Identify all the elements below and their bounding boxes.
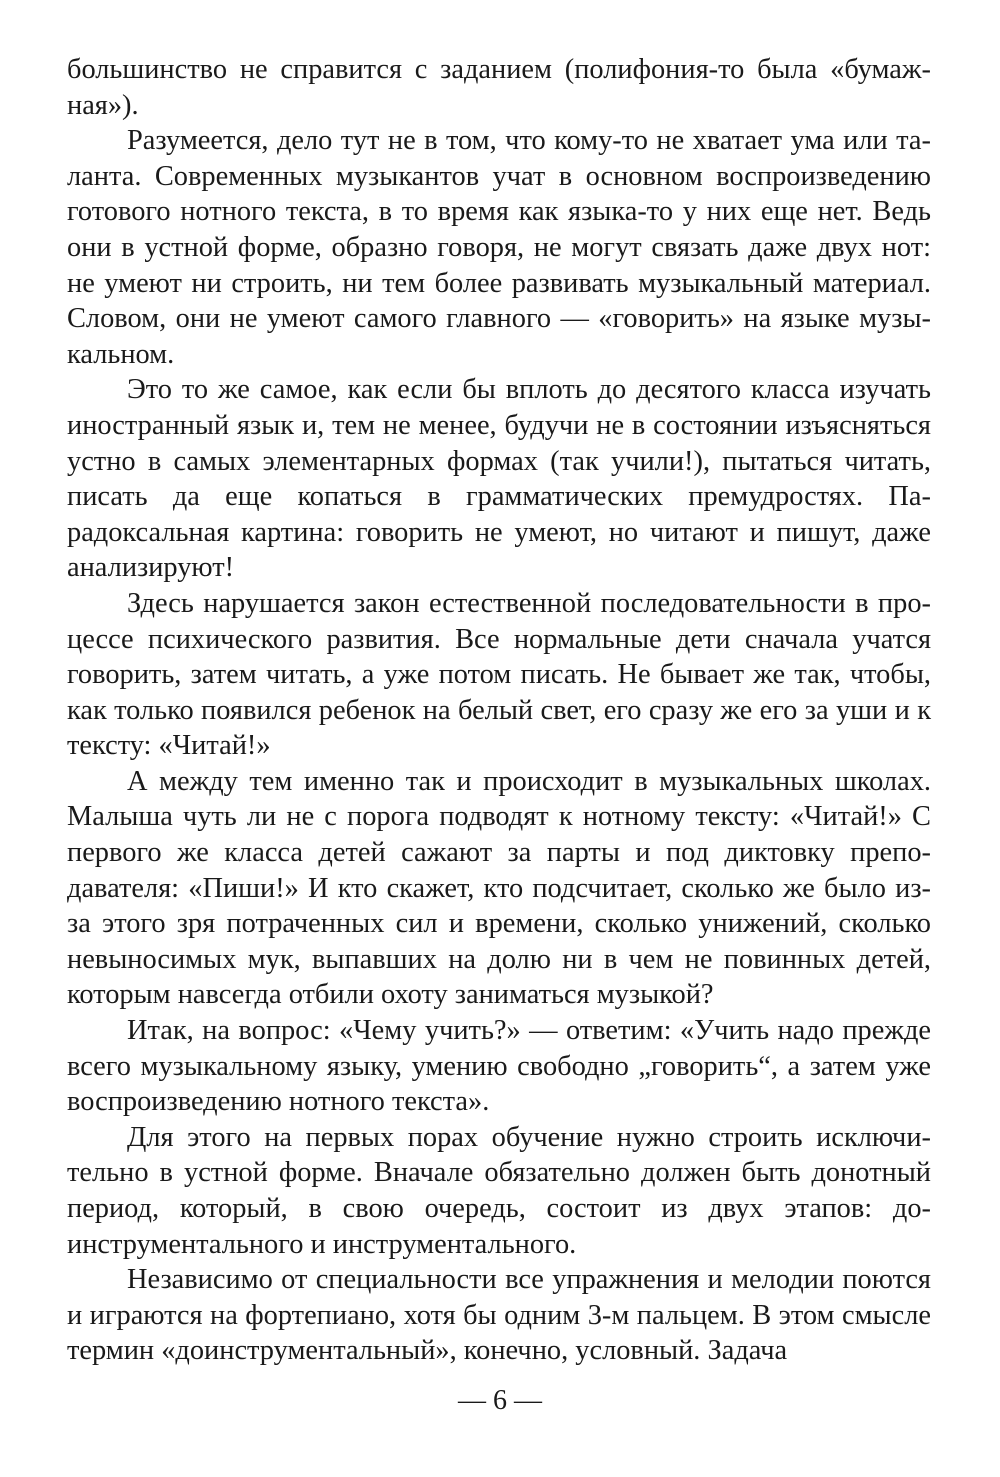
paragraph-8: Независимо от специальности все упражнения и мелодии поются и играются на фортепиано, хотя бы одним 3-м пальцем. В этом смысле термин «доинструментальный», конечно, условный. Задача: [67, 1264, 931, 1367]
paragraph-5: А между тем именно так и происходит в музыкальных школах. Малыша чуть ли не с порога подводят к нотному тексту: «Читай!» С первого же класса детей сажают за парты и под диктовку преподавателя: «Пиши!» И кто скажет, кто подсчитает, сколько же было из-за этого зря потраченных сил и времени, сколько унижений, сколько невыносимых мук, выпавших на долю ни в чем не повинных детей, которым навсегда отбили охоту заниматься музыкой?: [67, 765, 931, 1011]
paragraph-7: Для этого на первых порах обучение нужно строить исключительно в устной форме. Вначале обязательно должен быть донотный период, который, в свою очередь, состоит из двух этапов: доинструментального и инструментального.: [67, 1121, 931, 1260]
paragraph-6: Итак, на вопрос: «Чему учить?» — ответим: «Учить надо прежде всего музыкальному языку, умению свободно „говорить“, а затем уже воспроизведению нотного текста».: [67, 1015, 931, 1118]
paragraph-4: Здесь нарушается закон естественной последовательности в процессе психического развития. Все нормальные дети сначала учатся говорить, затем читать, а уже потом писать. Не бывает же так, чтобы, как только появился ребенок на белый свет, его сразу же его за уши и к тексту: «Читай!»: [67, 587, 931, 762]
page-number: — 6 —: [458, 1385, 542, 1416]
page-body: [67, 52, 931, 1369]
paragraph-3: Это то же самое, как если бы вплоть до десятого класса изучать иностранный язык и, тем не менее, будучи не в состоянии изъясняться устно в самых элементарных формах (так учили!), пытаться читать, писать да еще копаться в грамматических премудростях. Парадоксальная картина: говорить не умеют, но читают и пишут, даже анализируют!: [67, 374, 931, 584]
paragraph-1-continued: большинство не справится с заданием (полифония-то была «бумажная»).: [67, 54, 931, 121]
paragraph-2: Разумеется, дело тут не в том, что кому-то не хватает ума или таланта. Современных музыкантов учат в основном воспроизведению готового нотного текста, в то время как языка-то у них еще нет. Ведь они в устной форме, образно говоря, не могут связать даже двух нот: не умеют ни строить, ни тем более развивать музыкальный материал. Словом, они не умеют самого главного — «говорить» на языке музыкальном.: [67, 125, 931, 370]
